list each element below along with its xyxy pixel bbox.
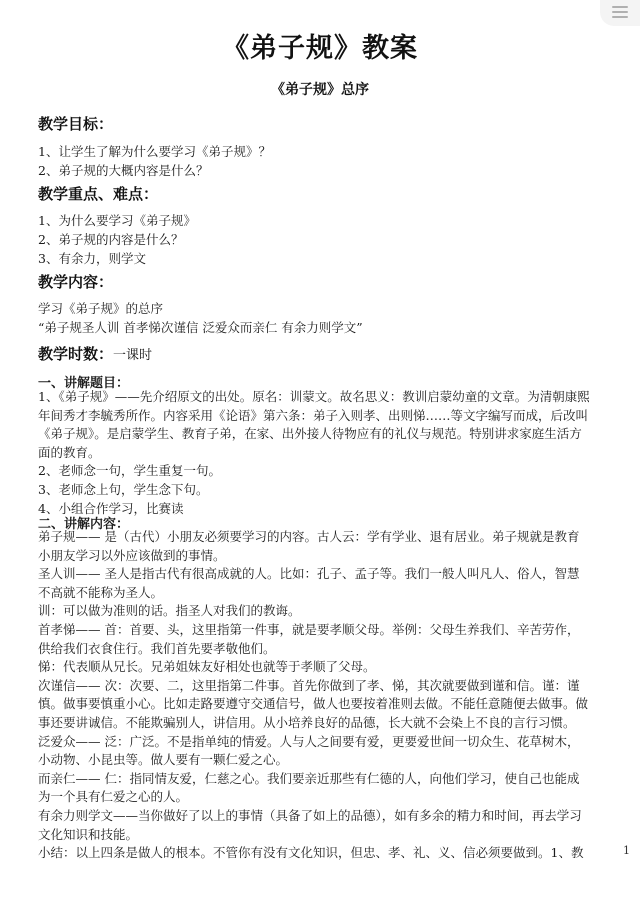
- paragraph-line: 供给我们衣食住行。我们首先要孝敬他们。: [38, 640, 276, 656]
- paragraph-line: 文化知识和技能。: [38, 826, 139, 842]
- paragraph-line: 圣人训—— 圣人是指古代有很高成就的人。比如：孔子、孟子等。我们一般人叫凡人、俗人，智慧: [38, 566, 580, 582]
- menu-button[interactable]: [600, 0, 640, 26]
- goal-item: 1、让学生了解为什么要学习《弟子规》？: [38, 144, 271, 159]
- section2-heading: 二、讲解内容：: [38, 517, 130, 532]
- list-item: 2、老师念一句，学生重复一句。: [38, 463, 221, 479]
- section2-paragraph: [38, 528, 638, 863]
- document-subtitle: 《弟子规》总序: [271, 82, 369, 98]
- paragraph-line: 年间秀才李毓秀所作。内容采用《论语》第六条：弟子入则孝、出则悌……等文字编写而成，后改叫: [38, 407, 589, 423]
- paragraph-line: 慎。做事要慎重小心。比如走路要遵守交通信号，做人也要按着准则去做。不能任意随便去做事。做: [38, 696, 589, 712]
- paragraph-line: 为一个具有仁爱之心的人。: [38, 789, 189, 805]
- content-item: “弟子规圣人训 首孝悌次谨信 泛爱众而亲仁 有余力则学文”: [38, 320, 363, 335]
- document-title: 《弟子规》教案: [222, 33, 418, 64]
- time-label: 教学时数：: [38, 345, 114, 363]
- keypoint-item: 2、弟子规的内容是什么？: [38, 232, 184, 247]
- paragraph-line: 次谨信—— 次：次要、二，这里指第二件事。首先你做到了孝、悌，其次就要做到谨和信。谨：谨: [38, 677, 580, 693]
- goals-heading: 教学目标：: [38, 115, 114, 133]
- paragraph-line: 首孝悌—— 首：首要、头，这里指第一件事，就是要孝顺父母。举例：父母生养我们、辛苦劳作，: [38, 621, 580, 637]
- list-item: 3、老师念上句，学生念下句。: [38, 481, 209, 497]
- paragraph-line: 面的教育。: [38, 444, 101, 460]
- paragraph-line: 而亲仁—— 仁：指同情友爱，仁慈之心。我们要亲近那些有仁德的人，向他们学习，使自己也能成: [38, 770, 580, 786]
- paragraph-line: 泛爱众—— 泛：广泛。不是指单纯的情爱。人与人之间要有爱，更要爱世间一切众生、花草树木，: [38, 733, 580, 749]
- hamburger-menu-icon: [612, 6, 628, 18]
- paragraph-line: 训：可以做为准则的话。指圣人对我们的教诲。: [38, 603, 301, 619]
- paragraph-line: 小朋友学习以外应该做到的事情。: [38, 547, 226, 563]
- paragraph-line: 小动物、小昆虫等。做人要有一颗仁爱之心。: [38, 752, 289, 768]
- paragraph-line: 1、《弟子规》——先介绍原文的出处。原名：训蒙文。故名思义：教训启蒙幼童的文章。为清朝康熙: [38, 389, 590, 404]
- paragraph-line: 《弟子规》。是启蒙学生、教育子弟，在家、出外接人待物应有的礼仪与规范。特别讲求家庭生活方: [38, 426, 582, 442]
- page-number: 1: [623, 844, 630, 857]
- keypoints-heading: 教学重点、难点：: [38, 185, 159, 203]
- keypoint-item: 3、有余力，则学文: [38, 251, 146, 266]
- content-heading: 教学内容：: [38, 273, 114, 291]
- keypoint-item: 1、为什么要学习《弟子规》: [38, 213, 196, 228]
- paragraph-line: 悌：代表顺从兄长。兄弟姐妹友好相处也就等于孝顺了父母。: [38, 659, 376, 675]
- paragraph-line: 有余力则学文——当你做好了以上的事情（具备了如上的品德），如有多余的精力和时间，再去学习: [38, 807, 582, 823]
- goal-item: 2、弟子规的大概内容是什么？: [38, 163, 209, 178]
- content-item: 学习《弟子规》的总序: [38, 301, 164, 316]
- time-value: 一课时: [113, 348, 153, 363]
- paragraph-line: 事还要讲诚信。不能欺骗别人，讲信用。从小培养良好的品德，长大就不会染上不良的言行习惯。: [38, 714, 576, 730]
- paragraph-line: 不高就不能称为圣人。: [38, 584, 164, 600]
- section1-paragraph: [38, 388, 638, 518]
- time-heading: [38, 343, 152, 364]
- section1-heading: 一、讲解题目：: [38, 376, 130, 391]
- paragraph-line: 小结：以上四条是做人的根本。不管你有没有文化知识，但忠、孝、礼、义、信必须要做到。1、教: [38, 845, 584, 861]
- paragraph-line: 弟子规—— 是（古代）小朋友必须要学习的内容。古人云：学有学业、退有居业。弟子规就是教育: [38, 529, 580, 544]
- list-item: 4、小组合作学习，比赛读: [38, 500, 184, 516]
